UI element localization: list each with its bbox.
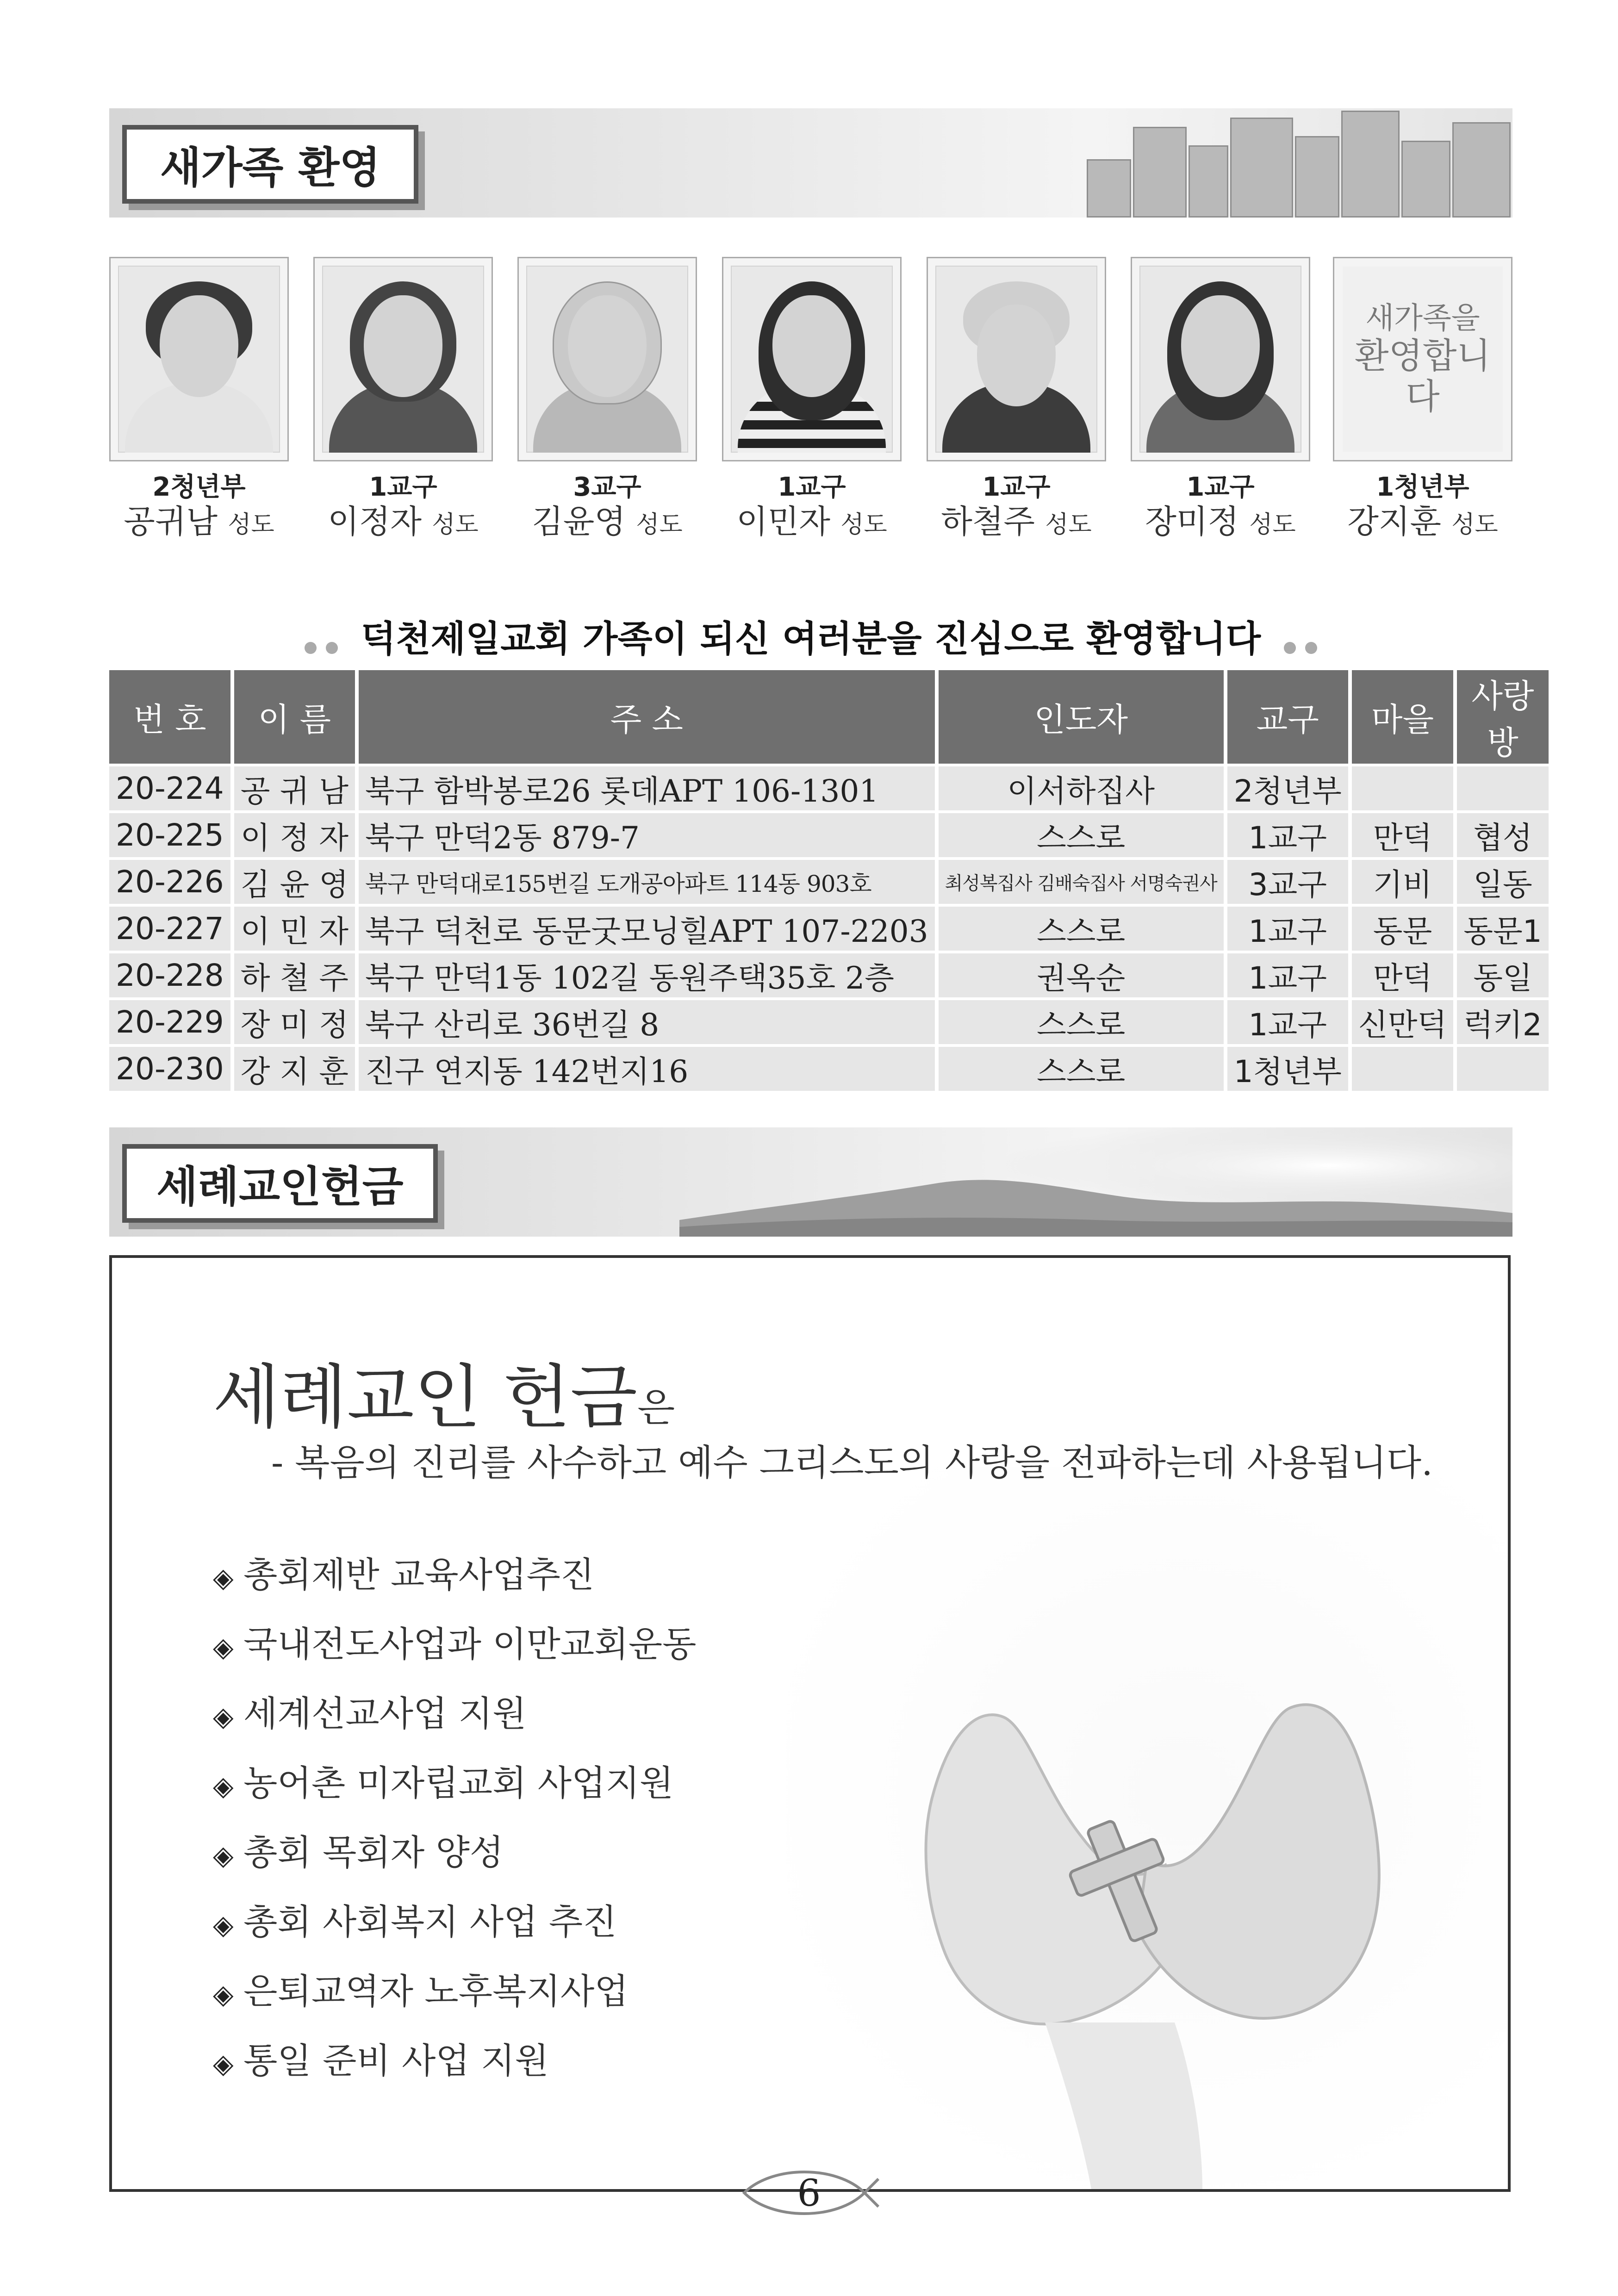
- person-photo-icon: [313, 257, 493, 461]
- member-dept: 2청년부: [152, 472, 246, 502]
- list-item: ◈ 은퇴교역자 노후복지사업: [213, 1957, 697, 2026]
- new-family-header-band: [109, 108, 1512, 218]
- member-name: 공귀남 성도: [124, 503, 274, 541]
- cell-group-cell: 동문1: [1457, 907, 1549, 951]
- new-family-table: [106, 667, 1552, 1094]
- guide-cell: 스스로: [939, 813, 1224, 857]
- member-name-cell: 이 정 자: [234, 813, 355, 857]
- guide-cell: 권옥순: [939, 953, 1224, 997]
- offering-purpose-list: [213, 1540, 697, 2096]
- village-cell: 동문: [1352, 907, 1453, 951]
- reg-number: 20-229: [109, 1000, 230, 1044]
- table-row: [109, 953, 1549, 997]
- dots-icon: [300, 621, 342, 663]
- person-photo-icon: [927, 257, 1106, 461]
- address-cell: 진구 연지동 142번지16: [359, 1047, 935, 1091]
- dots-icon: [1279, 621, 1322, 663]
- list-item: ◈ 농어촌 미자립교회 사업지원: [213, 1748, 697, 1818]
- offering-box: [109, 1255, 1511, 2192]
- person-photo-icon: [1131, 257, 1310, 461]
- address-cell: 북구 만덕1동 102길 동원주택35호 2층: [359, 953, 935, 997]
- member-name: 이정자 성도: [328, 503, 479, 541]
- member-card: [109, 257, 289, 540]
- member-name: 김윤영 성도: [532, 503, 683, 541]
- village-cell: 만덕: [1352, 813, 1453, 857]
- list-item: ◈ 총회 목회자 양성: [213, 1818, 697, 1887]
- member-name: 장미정 성도: [1145, 503, 1296, 541]
- member-dept: 1청년부: [1376, 472, 1469, 502]
- village-cell: [1352, 766, 1453, 810]
- reg-number: 20-225: [109, 813, 230, 857]
- member-name-cell: 이 민 자: [234, 907, 355, 951]
- welcome-card-line: 환영합니다: [1355, 335, 1491, 417]
- member-card: [313, 257, 493, 540]
- table-row: [109, 766, 1549, 810]
- member-name-cell: 하 철 주: [234, 953, 355, 997]
- address-cell: 북구 함박봉로26 롯데APT 106-1301: [359, 766, 935, 810]
- list-item: ◈ 국내전도사업과 이만교회운동: [213, 1610, 697, 1679]
- member-dept: 3교구: [573, 472, 641, 502]
- address-cell: 북구 만덕대로155번길 도개공아파트 114동 903호: [359, 860, 935, 904]
- cell-group-cell: 동일: [1457, 953, 1549, 997]
- table-header-row: [109, 670, 1549, 764]
- member-dept: 1교구: [982, 472, 1051, 502]
- welcome-card-line: 새가족을: [1365, 301, 1480, 336]
- village-cell: [1352, 1047, 1453, 1091]
- cell-group-cell: [1457, 766, 1549, 810]
- section-title: 새가족 환영: [122, 125, 418, 204]
- district-cell: 1교구: [1227, 1000, 1348, 1044]
- column-header: 인도자: [939, 670, 1224, 764]
- diamond-bullet-icon: ◈: [213, 1909, 234, 1941]
- reg-number: 20-226: [109, 860, 230, 904]
- member-dept: 1교구: [369, 472, 437, 502]
- table-row: [109, 813, 1549, 857]
- member-name: 하철주 성도: [941, 503, 1092, 541]
- member-dept: 1교구: [778, 472, 846, 502]
- table-row: [109, 1047, 1549, 1091]
- list-item: ◈ 통일 준비 사업 지원: [213, 2026, 697, 2096]
- district-cell: 2청년부: [1227, 766, 1348, 810]
- guide-cell: 스스로: [939, 1000, 1224, 1044]
- address-cell: 북구 덕천로 동문굿모닝힐APT 107-2203: [359, 907, 935, 951]
- list-item: ◈ 총회 사회복지 사업 추진: [213, 1887, 697, 1957]
- person-photo-icon: [109, 257, 289, 461]
- diamond-bullet-icon: ◈: [213, 1631, 234, 1663]
- reg-number: 20-228: [109, 953, 230, 997]
- district-cell: 1청년부: [1227, 1047, 1348, 1091]
- column-header: 주 소: [359, 670, 935, 764]
- member-name-cell: 장 미 정: [234, 1000, 355, 1044]
- offering-subtitle: - 복음의 진리를 사수하고 예수 그리스도의 사랑을 전파하는데 사용됩니다.: [271, 1442, 1433, 1484]
- member-name-cell: 공 귀 남: [234, 766, 355, 810]
- cell-group-cell: 럭키2: [1457, 1000, 1549, 1044]
- cell-group-cell: 협성: [1457, 813, 1549, 857]
- page-number: 6: [763, 2160, 855, 2225]
- diamond-bullet-icon: ◈: [213, 1770, 234, 1802]
- reg-number: 20-227: [109, 907, 230, 951]
- person-photo-icon: [517, 257, 697, 461]
- welcome-card-icon: [1333, 257, 1512, 461]
- member-card: [517, 257, 697, 540]
- table-row: [109, 1000, 1549, 1044]
- guide-cell: 스스로: [939, 907, 1224, 951]
- village-cell: 만덕: [1352, 953, 1453, 997]
- column-header: 사랑방: [1457, 670, 1549, 764]
- address-cell: 북구 산리로 36번길 8: [359, 1000, 935, 1044]
- cell-group-cell: [1457, 1047, 1549, 1091]
- address-cell: 북구 만덕2동 879-7: [359, 813, 935, 857]
- list-item: ◈ 총회제반 교육사업추진: [213, 1540, 697, 1610]
- offering-header-band: [109, 1127, 1512, 1237]
- village-cell: 기비: [1352, 860, 1453, 904]
- district-cell: 1교구: [1227, 953, 1348, 997]
- column-header: 교구: [1227, 670, 1348, 764]
- diamond-bullet-icon: ◈: [213, 1840, 234, 1871]
- reg-number: 20-224: [109, 766, 230, 810]
- column-header: 이 름: [234, 670, 355, 764]
- guide-cell: 이서하집사: [939, 766, 1224, 810]
- diamond-bullet-icon: ◈: [213, 2048, 234, 2079]
- district-cell: 1교구: [1227, 813, 1348, 857]
- diamond-bullet-icon: ◈: [213, 1701, 234, 1732]
- list-item: ◈ 세계선교사업 지원: [213, 1679, 697, 1748]
- cell-group-cell: 일동: [1457, 860, 1549, 904]
- member-card: [927, 257, 1106, 540]
- village-cell: 신만덕: [1352, 1000, 1453, 1044]
- member-card: [722, 257, 902, 540]
- column-header: 번 호: [109, 670, 230, 764]
- member-name-cell: 김 윤 영: [234, 860, 355, 904]
- welcome-message: 덕천제일교회 가족이 되신 여러분을 진심으로 환영합니다: [109, 610, 1512, 663]
- member-name: 이민자 성도: [736, 503, 887, 541]
- district-cell: 1교구: [1227, 907, 1348, 951]
- table-row: [109, 860, 1549, 904]
- city-skyline-icon: [1068, 108, 1512, 218]
- member-card: [1131, 257, 1310, 540]
- member-name: 강지훈 성도: [1347, 503, 1498, 541]
- table-row: [109, 907, 1549, 951]
- member-name-cell: 강 지 훈: [234, 1047, 355, 1091]
- guide-cell: 스스로: [939, 1047, 1224, 1091]
- reg-number: 20-230: [109, 1047, 230, 1091]
- offering-heading: 세례교인 헌금은: [213, 1357, 675, 1438]
- member-dept: 1교구: [1186, 472, 1255, 502]
- district-cell: 3교구: [1227, 860, 1348, 904]
- diamond-bullet-icon: ◈: [213, 1562, 234, 1593]
- section-title: 세례교인헌금: [122, 1144, 438, 1223]
- person-photo-icon: [722, 257, 902, 461]
- guide-cell: 최성복집사 김배숙집사 서명숙권사: [939, 860, 1224, 904]
- column-header: 마을: [1352, 670, 1453, 764]
- mountain-landscape-icon: [679, 1127, 1512, 1237]
- hands-holding-cross-icon: [786, 1467, 1508, 2189]
- diamond-bullet-icon: ◈: [213, 1979, 234, 2010]
- member-card: [1333, 257, 1512, 540]
